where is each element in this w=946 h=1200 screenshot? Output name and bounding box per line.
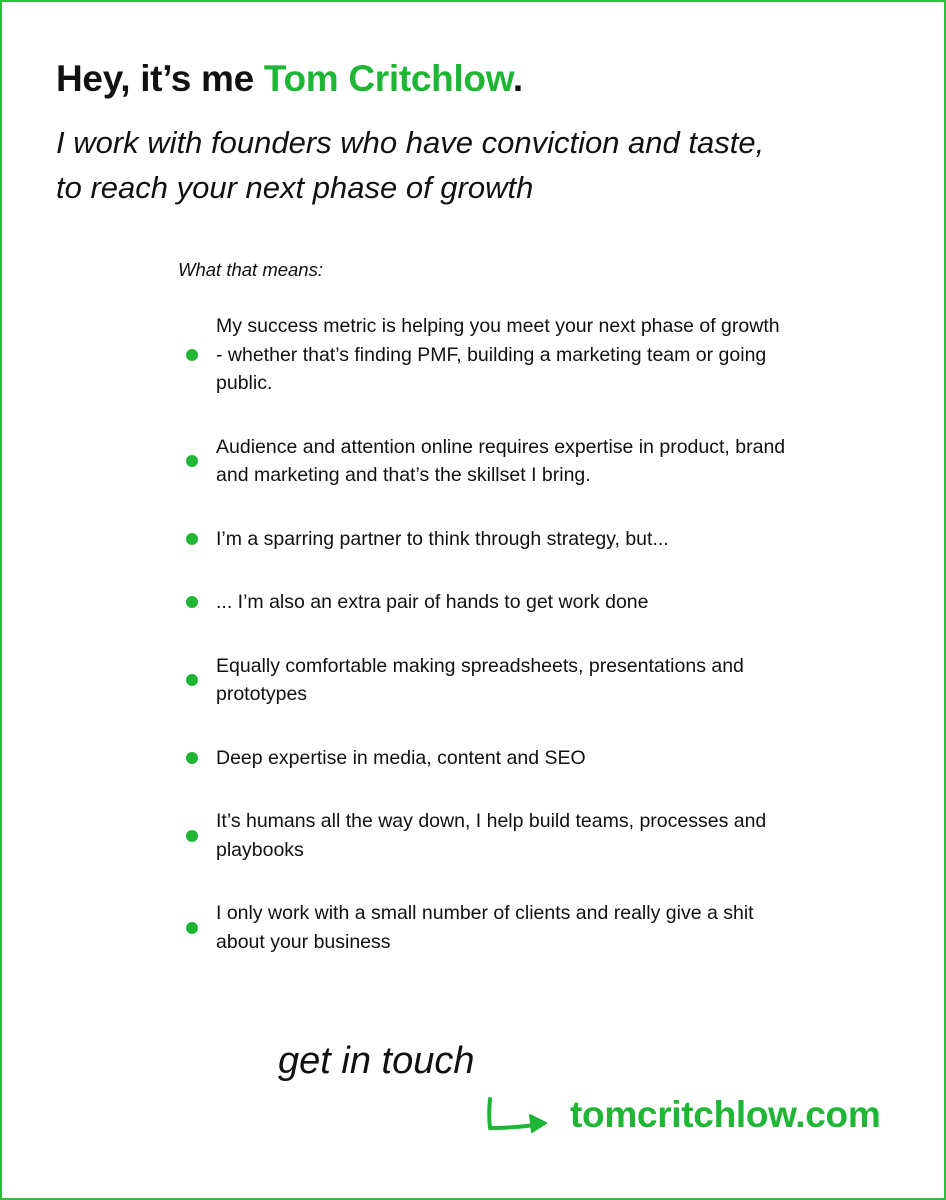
list-item-text: ... I’m also an extra pair of hands to get work done (216, 591, 649, 613)
tagline-line-2: to reach your next phase of growth (56, 170, 534, 205)
page-title (56, 58, 523, 100)
list-item-text: I’m a sparring partner to think through strategy, but... (216, 527, 669, 550)
website-link[interactable]: tomcritchlow.com (570, 1094, 881, 1135)
list-item-text: It’s humans all the way down, I help build teams, processes and playbooks (216, 810, 767, 861)
list-item (186, 744, 786, 773)
list-item (186, 588, 786, 617)
title-period: . (512, 58, 523, 99)
bullet-dot-icon (186, 533, 198, 545)
bullet-dot-icon (186, 349, 198, 361)
bullet-dot-icon (186, 922, 198, 934)
list-item (186, 312, 786, 398)
bullet-dot-icon (186, 596, 198, 608)
cta-label: get in touch (278, 1040, 475, 1082)
list-item (186, 652, 786, 709)
bullet-dot-icon (186, 455, 198, 467)
list-item-text: My success metric is helping you meet your next phase of growth - whether that’s finding PMF, building a marketing team or going public. (216, 315, 780, 394)
section-label: What that means: (178, 259, 323, 280)
arrow-right-icon (486, 1095, 552, 1135)
list-item-text: Deep expertise in media, content and SEO (216, 746, 586, 769)
bullet-dot-icon (186, 752, 198, 764)
list-item-text: I only work with a small number of clients and really give a shit about your business (216, 902, 754, 953)
list-item (186, 433, 786, 490)
bullet-dot-icon (186, 830, 198, 842)
list-item-text: Equally comfortable making spreadsheets, presentations and prototypes (216, 654, 744, 705)
bullet-list (186, 312, 786, 956)
list-item (186, 807, 786, 864)
list-item-text: Audience and attention online requires expertise in product, brand and marketing and that’s the skillset I bring. (216, 435, 786, 486)
bullet-dot-icon (186, 674, 198, 686)
title-intro: Hey, it’s me (56, 58, 264, 99)
tagline (56, 120, 916, 210)
list-item (186, 899, 786, 956)
tagline-line-1: I work with founders who have conviction and taste, (56, 125, 765, 160)
list-item (186, 525, 786, 554)
website-link-row[interactable] (486, 1094, 880, 1136)
title-name: Tom Critchlow (263, 58, 513, 99)
